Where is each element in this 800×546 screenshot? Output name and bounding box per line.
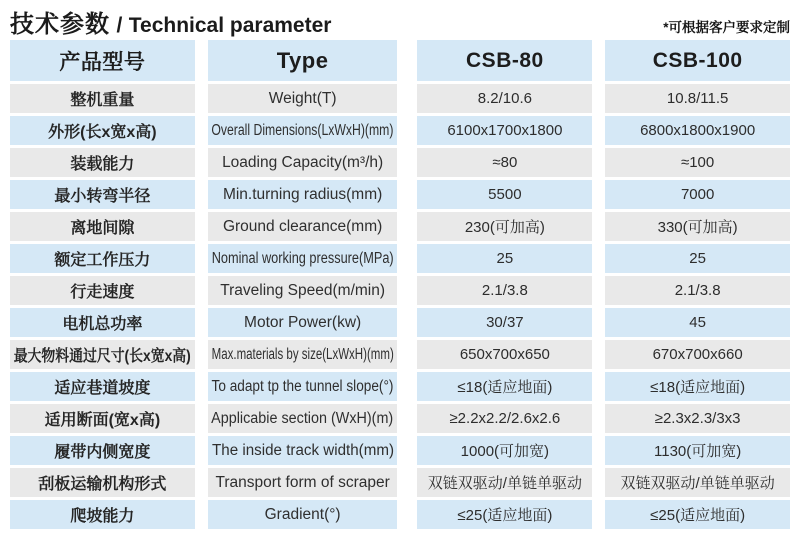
csb100-value: 330(可加高)	[657, 219, 738, 236]
csb100-value: ≥2.3x2.3/3x3	[654, 410, 741, 427]
customization-note: *可根据客户要求定制	[663, 20, 790, 35]
param-name-en-cell	[208, 500, 398, 529]
csb80-value-cell	[417, 372, 592, 401]
csb80-value: ≥2.2x2.2/2.6x2.6	[449, 410, 561, 427]
csb80-value: 1000(可加宽)	[460, 443, 550, 460]
table-row	[10, 276, 790, 305]
table-row	[10, 212, 790, 241]
csb80-value: 650x700x650	[459, 346, 550, 363]
param-name-zh: 装载能力	[70, 156, 135, 173]
csb100-value: 7000	[680, 186, 715, 203]
page-title-separator: /	[116, 13, 123, 37]
csb100-value: 670x700x660	[652, 346, 743, 363]
param-name-en: Transport form of scraper	[215, 473, 390, 491]
param-name-zh: 适应巷道坡度	[54, 380, 151, 397]
csb80-value-cell	[417, 116, 592, 145]
csb80-value: 8.2/10.6	[477, 90, 532, 107]
param-name-zh: 最大物料通过尺寸(长x宽x高)	[13, 348, 191, 365]
csb100-value-cell	[605, 244, 790, 273]
table-row	[10, 404, 790, 433]
page-title	[10, 4, 331, 39]
param-name-en-cell	[208, 84, 398, 113]
csb100-value-cell	[605, 308, 790, 337]
csb80-value-cell	[417, 404, 592, 433]
param-name-en-cell	[208, 244, 398, 273]
page-header	[0, 0, 800, 40]
csb100-value-cell	[605, 276, 790, 305]
param-name-en-cell	[208, 276, 398, 305]
csb100-value-cell	[605, 404, 790, 433]
csb100-value-cell	[605, 468, 790, 497]
param-name-en: Applicabie section (WxH)(m)	[211, 409, 394, 427]
table-row	[10, 180, 790, 209]
csb100-value-cell	[605, 84, 790, 113]
page-title-en: Technical parameter	[128, 13, 332, 37]
header-cell-type	[208, 40, 398, 81]
csb100-value-cell	[605, 148, 790, 177]
table-row	[10, 84, 790, 113]
csb80-value-cell	[417, 180, 592, 209]
csb80-value-cell	[417, 148, 592, 177]
csb100-value: 双链双驱动/单链单驱动	[620, 475, 775, 492]
header-cell-csb100	[605, 40, 790, 81]
csb100-value-cell	[605, 116, 790, 145]
param-name-en: Gradient(°)	[264, 505, 341, 523]
table-row	[10, 372, 790, 401]
param-name-en: Loading Capacity(m³/h)	[222, 153, 384, 171]
table-row	[10, 244, 790, 273]
csb100-value: ≤18(适应地面)	[650, 379, 746, 396]
csb80-value-cell	[417, 84, 592, 113]
csb100-value: 45	[689, 314, 706, 331]
header-csb80-label: CSB-80	[466, 48, 544, 72]
csb80-value-cell	[417, 500, 592, 529]
csb80-value-cell	[417, 244, 592, 273]
param-name-zh: 外形(长x宽x高)	[48, 124, 157, 141]
param-name-zh-cell	[10, 436, 195, 465]
param-name-zh: 履带内侧宽度	[54, 444, 151, 461]
param-name-en: To adapt tp the tunnel slope(°)	[211, 377, 394, 395]
csb100-value: ≤25(适应地面)	[650, 507, 746, 524]
table-row	[10, 116, 790, 145]
param-name-zh-cell	[10, 244, 195, 273]
header-csb100-label: CSB-100	[652, 48, 743, 72]
page-title-zh: 技术参数	[10, 10, 110, 38]
param-name-zh-cell	[10, 340, 195, 369]
param-name-zh-cell	[10, 180, 195, 209]
csb80-value-cell	[417, 212, 592, 241]
csb80-value: 5500	[488, 186, 522, 203]
param-name-zh-cell	[10, 372, 195, 401]
table-body	[10, 84, 790, 529]
csb100-value-cell	[605, 372, 790, 401]
param-name-en-cell	[208, 308, 398, 337]
csb80-value: 2.1/3.8	[481, 282, 528, 299]
param-name-en-cell	[208, 372, 398, 401]
param-name-en-cell	[208, 212, 398, 241]
param-name-zh: 离地间隙	[70, 220, 135, 237]
csb100-value-cell	[605, 180, 790, 209]
csb80-value: ≈80	[492, 154, 518, 171]
param-name-zh-cell	[10, 468, 195, 497]
csb80-value-cell	[417, 276, 592, 305]
table-header-row	[10, 40, 790, 81]
param-name-zh-cell	[10, 276, 195, 305]
param-name-en-cell	[208, 340, 398, 369]
csb100-value: 10.8/11.5	[666, 90, 729, 107]
table-row	[10, 468, 790, 497]
param-name-en-cell	[208, 468, 398, 497]
param-name-zh-cell	[10, 212, 195, 241]
param-name-zh-cell	[10, 148, 195, 177]
csb80-value: 30/37	[486, 314, 524, 331]
csb80-value: 25	[496, 250, 514, 267]
param-name-zh: 最小转弯半径	[54, 188, 151, 205]
param-name-en: Motor Power(kw)	[244, 313, 362, 331]
csb80-value: ≤25(适应地面)	[457, 507, 553, 524]
param-name-en: Overall Dimensions(LxWxH)(mm)	[211, 121, 394, 139]
param-name-zh: 爬坡能力	[70, 508, 135, 525]
param-name-zh-cell	[10, 500, 195, 529]
table-row	[10, 340, 790, 369]
param-name-zh: 适用断面(宽x高)	[44, 412, 161, 429]
csb80-value: 双链双驱动/单链单驱动	[427, 475, 582, 492]
header-type-label: Type	[276, 47, 329, 73]
csb80-value-cell	[417, 436, 592, 465]
csb100-value-cell	[605, 340, 790, 369]
csb80-value: 230(可加高)	[464, 219, 545, 236]
csb80-value-cell	[417, 340, 592, 369]
header-cell-product-model	[10, 40, 195, 81]
param-name-zh-cell	[10, 116, 195, 145]
param-name-zh: 行走速度	[70, 284, 135, 301]
csb100-value-cell	[605, 436, 790, 465]
csb80-value-cell	[417, 308, 592, 337]
table-row	[10, 148, 790, 177]
param-name-en-cell	[208, 404, 398, 433]
param-name-en: Ground clearance(mm)	[222, 217, 383, 235]
param-name-en: Max.materials by size(LxWxH)(mm)	[211, 345, 394, 363]
param-name-zh-cell	[10, 308, 195, 337]
table-row	[10, 500, 790, 529]
csb100-value: 2.1/3.8	[674, 282, 721, 299]
csb80-value-cell	[417, 468, 592, 497]
table-row	[10, 436, 790, 465]
csb100-value-cell	[605, 500, 790, 529]
csb100-value-cell	[605, 212, 790, 241]
param-name-zh-cell	[10, 84, 195, 113]
param-name-en-cell	[208, 116, 398, 145]
csb100-value: 6800x1800x1900	[640, 122, 756, 139]
param-name-en-cell	[208, 436, 398, 465]
param-name-zh: 额定工作压力	[54, 252, 151, 269]
csb100-value: ≈100	[680, 154, 715, 171]
param-name-en: Traveling Speed(m/min)	[220, 281, 386, 299]
param-name-zh: 刮板运输机构形式	[38, 476, 167, 493]
csb80-value: 6100x1700x1800	[447, 122, 563, 139]
header-cell-csb80	[417, 40, 592, 81]
param-name-en: Nominal working pressure(MPa)	[211, 249, 394, 267]
param-name-en-cell	[208, 148, 398, 177]
param-name-zh: 电机总功率	[62, 316, 143, 333]
csb80-value: ≤18(适应地面)	[457, 379, 553, 396]
param-name-en: The inside track width(mm)	[211, 441, 394, 459]
param-name-zh: 整机重量	[70, 92, 135, 109]
parameter-table	[10, 40, 790, 529]
param-name-en-cell	[208, 180, 398, 209]
table-row	[10, 308, 790, 337]
param-name-en: Min.turning radius(mm)	[222, 185, 383, 203]
csb100-value: 1130(可加宽)	[654, 443, 742, 460]
param-name-zh-cell	[10, 404, 195, 433]
param-name-en: Weight(T)	[268, 89, 337, 107]
header-product-model-label: 产品型号	[59, 50, 146, 74]
csb100-value: 25	[689, 250, 706, 267]
